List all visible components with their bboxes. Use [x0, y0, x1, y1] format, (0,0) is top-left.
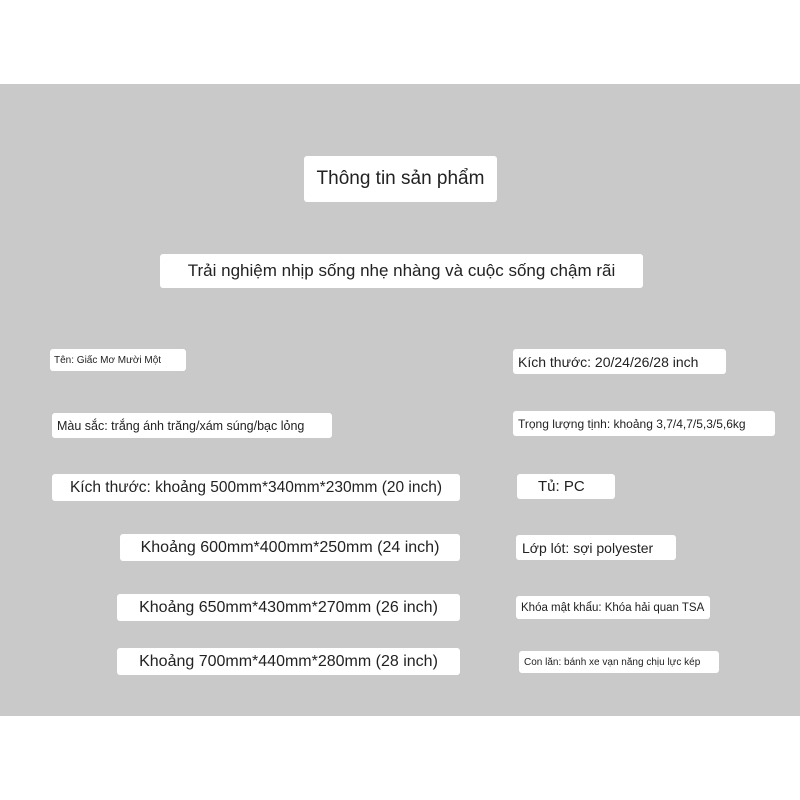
spec-name: Tên: Giấc Mơ Mười Một — [50, 349, 186, 371]
spec-sizes-inch: Kích thước: 20/24/26/28 inch — [513, 349, 726, 374]
spec-net-weight: Trọng lượng tịnh: khoảng 3,7/4,7/5,3/5,6kg — [513, 411, 775, 436]
spec-size-24-inch: Khoảng 600mm*400mm*250mm (24 inch) — [120, 534, 460, 561]
page-title: Thông tin sản phẩm — [304, 156, 497, 202]
spec-size-28-inch: Khoảng 700mm*440mm*280mm (28 inch) — [117, 648, 460, 675]
spec-case-material: Tủ: PC — [517, 474, 615, 499]
spec-size-26-inch: Khoảng 650mm*430mm*270mm (26 inch) — [117, 594, 460, 621]
spec-wheels: Con lăn: bánh xe vạn năng chịu lực kép — [519, 651, 719, 673]
spec-lock: Khóa mật khẩu: Khóa hải quan TSA — [516, 596, 710, 619]
spec-colors: Màu sắc: trắng ánh trăng/xám súng/bạc lỏng — [52, 413, 332, 438]
page-subtitle: Trải nghiệm nhịp sống nhẹ nhàng và cuộc sống chậm rãi — [160, 254, 643, 288]
spec-size-20-inch: Kích thước: khoảng 500mm*340mm*230mm (20 inch) — [52, 474, 460, 501]
spec-lining: Lớp lót: sợi polyester — [516, 535, 676, 560]
